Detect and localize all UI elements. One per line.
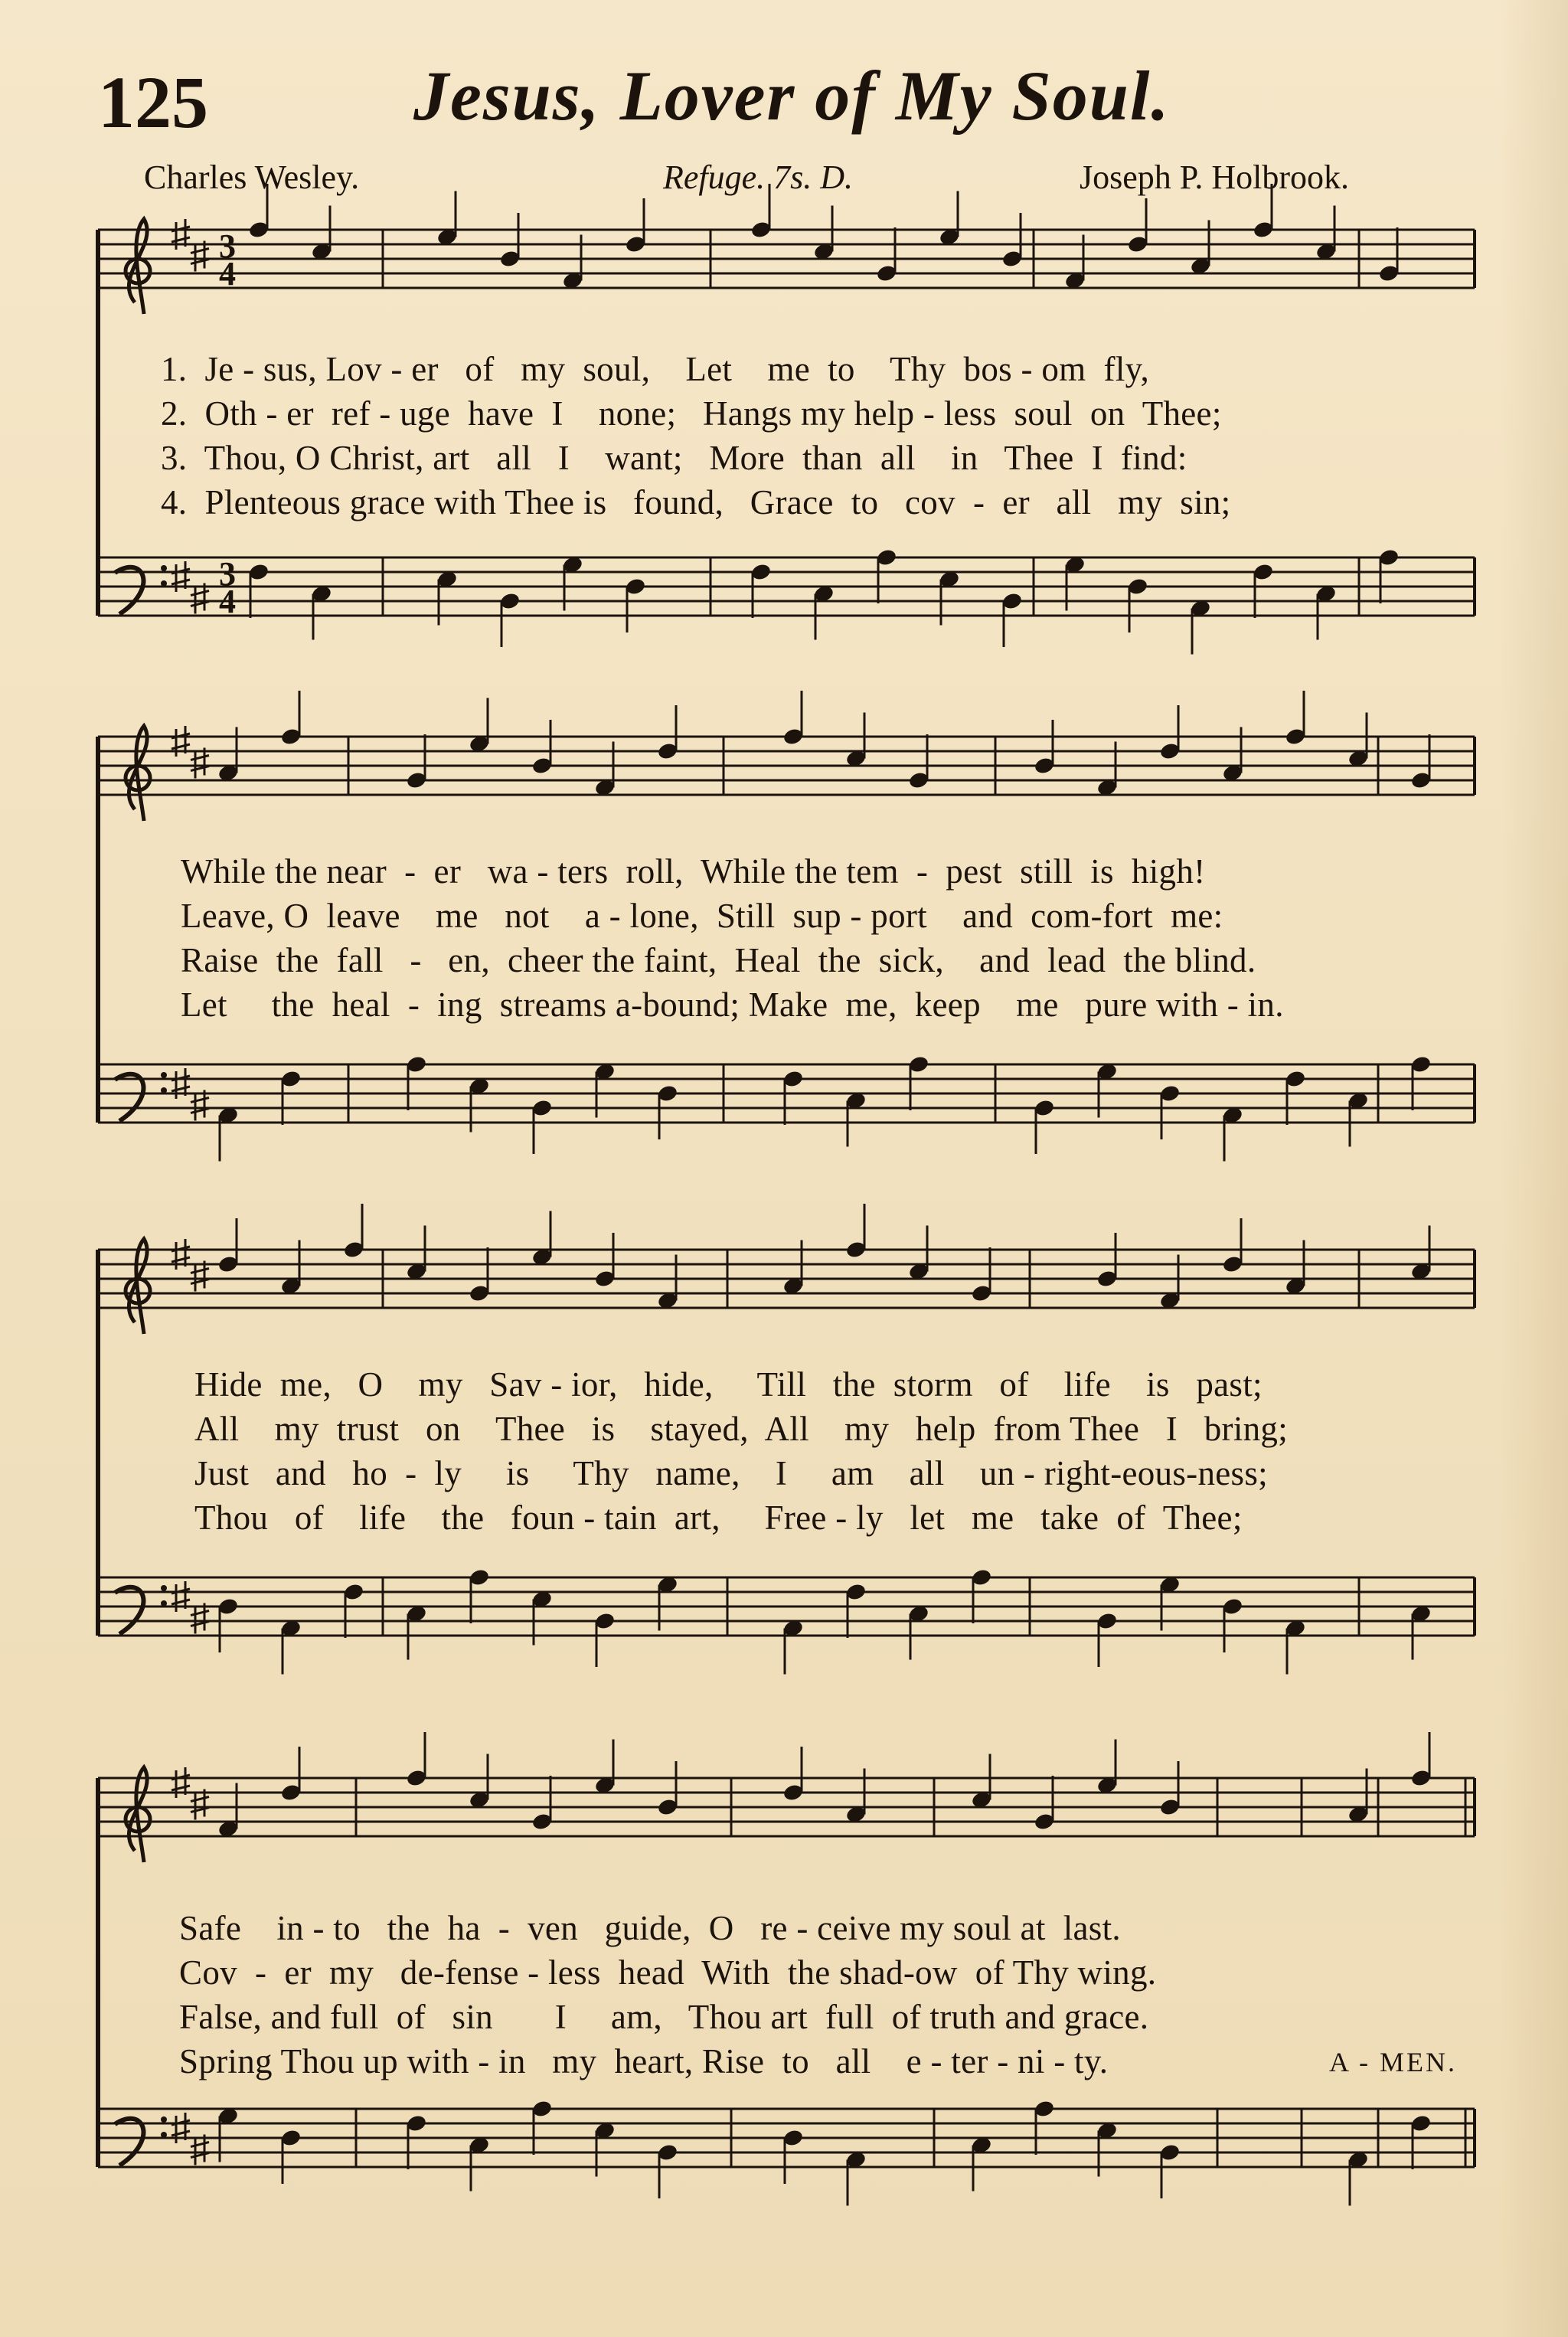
amen-label: A - MEN. xyxy=(1329,2047,1457,2077)
s1-bass-clef-icon xyxy=(115,567,143,614)
s3-bass-clef-dot xyxy=(161,1600,167,1606)
s1-treble-clef-icon xyxy=(129,219,147,314)
time-signature-digit: 4 xyxy=(219,255,236,293)
time-signature-digit: 4 xyxy=(219,583,236,620)
s2-bass-clef-dot xyxy=(161,1072,167,1078)
s3-bass-clef-icon xyxy=(115,1587,143,1634)
s4-bass-clef-dot xyxy=(161,2116,167,2123)
hymn-title: Jesus, Lover of My Soul. xyxy=(413,57,1171,135)
lyric-s3-v3: Just and ho - ly is Thy name, I am all un - right-eous-ness; xyxy=(194,1454,1268,1492)
lyric-s3-v1: Hide me, O my Sav - ior, hide, Till the storm of life is past; xyxy=(194,1365,1263,1404)
s2-bass-clef-dot xyxy=(161,1087,167,1093)
lyric-s1-v4: 4. Plenteous grace with Thee is found, Grace to cov - er all my sin; xyxy=(161,483,1231,521)
lyric-s3-v4: Thou of life the foun - tain art, Free - ly let me take of Thee; xyxy=(194,1499,1243,1537)
lyricist-credit: Charles Wesley. xyxy=(144,159,360,196)
s1-bass-clef-dot xyxy=(161,580,167,587)
hymn-number: 125 xyxy=(98,61,208,143)
lyric-s1-v1: 1. Je - sus, Lov - er of my soul, Let me to Thy bos - om fly, xyxy=(161,350,1150,388)
time-signature-digit: 3 xyxy=(219,555,236,593)
s4-bass-clef-dot xyxy=(161,2132,167,2138)
lyric-s2-v1: While the near - er wa - ters roll, While the tem - pest still is high! xyxy=(181,852,1206,891)
lyric-s4-v1: Safe in - to the ha - ven guide, O re - ceive my soul at last. xyxy=(179,1909,1121,1947)
s3-treble-clef-icon xyxy=(129,1239,147,1334)
tune-meter: Refuge. 7s. D. xyxy=(663,159,854,196)
lyric-s4-v4: Spring Thou up with - in my heart, Rise to all e - ter - ni - ty. xyxy=(179,2042,1109,2080)
time-signature-digit: 3 xyxy=(219,227,236,265)
s2-bass-clef-icon xyxy=(115,1074,143,1121)
s1-bass-clef-dot xyxy=(161,565,167,571)
s3-bass-clef-dot xyxy=(161,1585,167,1591)
lyric-s4-v3: False, and full of sin I am, Thou art full of truth and grace. xyxy=(179,1998,1149,2036)
lyric-s2-v3: Raise the fall - en, cheer the faint, Heal the sick, and lead the blind. xyxy=(181,941,1256,979)
s2-treble-clef-icon xyxy=(129,726,147,821)
lyric-s2-v2: Leave, O leave me not a - lone, Still sup - port and com-fort me: xyxy=(181,897,1223,935)
composer-credit: Joseph P. Holbrook. xyxy=(1080,159,1350,196)
s4-treble-clef-icon xyxy=(129,1767,147,1862)
lyric-s3-v2: All my trust on Thee is stayed, All my help from Thee I bring; xyxy=(194,1410,1289,1448)
lyric-s2-v4: Let the heal - ing streams a-bound; Make me, keep me pure with - in. xyxy=(181,985,1284,1024)
s4-bass-clef-icon xyxy=(115,2119,143,2165)
lyric-s1-v2: 2. Oth - er ref - uge have I none; Hangs my help - less soul on Thee; xyxy=(161,394,1222,433)
lyric-s1-v3: 3. Thou, O Christ, art all I want; More than all in Thee I find: xyxy=(161,439,1187,477)
lyric-s4-v2: Cov - er my de-fense - less head With the shad-ow of Thy wing. xyxy=(179,1953,1157,1992)
